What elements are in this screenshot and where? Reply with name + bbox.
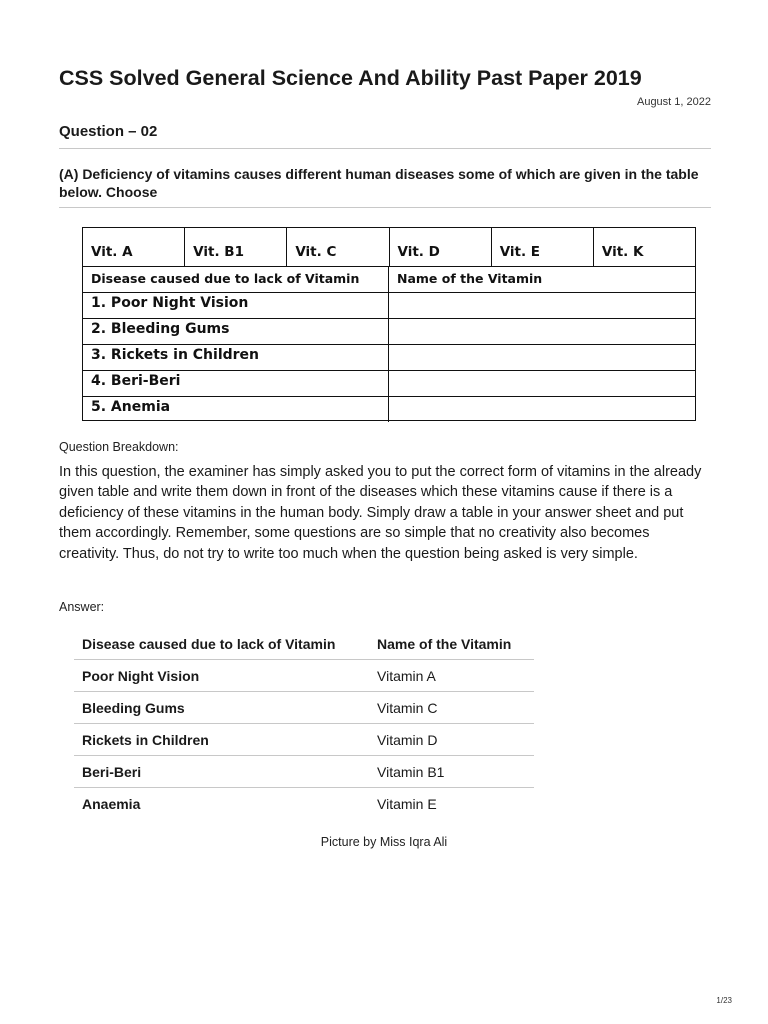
table-row: [74, 756, 534, 788]
disease-cell: 1. Poor Night Vision: [83, 293, 389, 318]
disease-cell: Bleeding Gums: [74, 692, 369, 724]
question-table-row: [83, 371, 695, 397]
question-heading: Question – 02: [59, 123, 158, 140]
blank-answer-cell: [389, 293, 695, 318]
vitamin-options-row: [83, 228, 695, 267]
question-table-row: [83, 345, 695, 371]
column-header-vitamin: Name of the Vitamin: [397, 271, 543, 286]
vitamin-option: Vit. B1: [185, 228, 287, 266]
question-table-row: [83, 319, 695, 345]
vitamin-cell: Vitamin B1: [369, 756, 534, 788]
breakdown-label: Question Breakdown:: [59, 440, 179, 454]
blank-answer-cell: [389, 397, 695, 422]
blank-answer-cell: [389, 345, 695, 370]
vitamin-option: Vit. K: [601, 244, 644, 260]
vitamin-cell: Vitamin E: [377, 795, 437, 812]
disease-cell: 4. Beri-Beri: [83, 371, 389, 396]
disease-cell: Anaemia: [82, 795, 141, 812]
disease-cell: 2. Bleeding Gums: [83, 319, 389, 344]
vitamin-cell: Vitamin A: [369, 660, 534, 692]
disease-cell: Beri-Beri: [74, 756, 369, 788]
disease-cell: Rickets in Children: [74, 724, 369, 756]
image-caption: Picture by Miss Iqra Ali: [320, 835, 448, 849]
disease-cell: 3. Rickets in Children: [83, 345, 389, 370]
blank-answer-cell: [389, 371, 695, 396]
table-row: [74, 692, 534, 724]
question-table-header: [83, 267, 695, 293]
disease-cell: 5. Anemia: [83, 397, 389, 422]
column-header-vitamin: Name of the Vitamin: [369, 628, 534, 660]
divider: [59, 207, 711, 208]
blank-answer-cell: [389, 319, 695, 344]
vitamin-option: Vit. C: [287, 228, 389, 266]
question-table-row: [83, 397, 695, 422]
page-title: CSS Solved General Science And Ability Past Paper 2019: [59, 66, 642, 90]
breakdown-paragraph: In this question, the examiner has simply asked you to put the correct form of vitamins in the already given table and write them down in front of the diseases which these vitamins cause if there is a deficiency of these vitamins in the human body. Simply draw a table in your answer sheet and put them accordingly. Remember, some questions are so simple that no creativity also becomes creativity. Thus, do not try to write too much when the question being asked is very simple.: [59, 464, 702, 562]
vitamin-option: Vit. E: [492, 228, 594, 266]
answer-table-header: [74, 628, 534, 660]
vitamin-cell: Vitamin C: [369, 692, 534, 724]
answer-table: [74, 628, 534, 819]
table-row: [74, 788, 534, 820]
column-header-disease: Disease caused due to lack of Vitamin: [74, 628, 369, 660]
publish-date: August 1, 2022: [636, 96, 711, 108]
table-row: [74, 724, 534, 756]
column-header-disease: Disease caused due to lack of Vitamin: [83, 267, 389, 292]
question-text: (A) Deficiency of vitamins causes different human diseases some of which are given in the table below. Choose: [59, 166, 699, 200]
question-table-row: [83, 293, 695, 319]
table-row: [74, 660, 534, 692]
vitamin-option: Vit. D: [390, 228, 492, 266]
answer-label: Answer:: [59, 600, 105, 614]
question-table-image: [82, 227, 696, 421]
vitamin-cell: Vitamin D: [369, 724, 534, 756]
vitamin-option: Vit. A: [83, 228, 185, 266]
divider: [59, 148, 711, 149]
disease-cell: Poor Night Vision: [74, 660, 369, 692]
page-number: 1/23: [716, 996, 732, 1005]
